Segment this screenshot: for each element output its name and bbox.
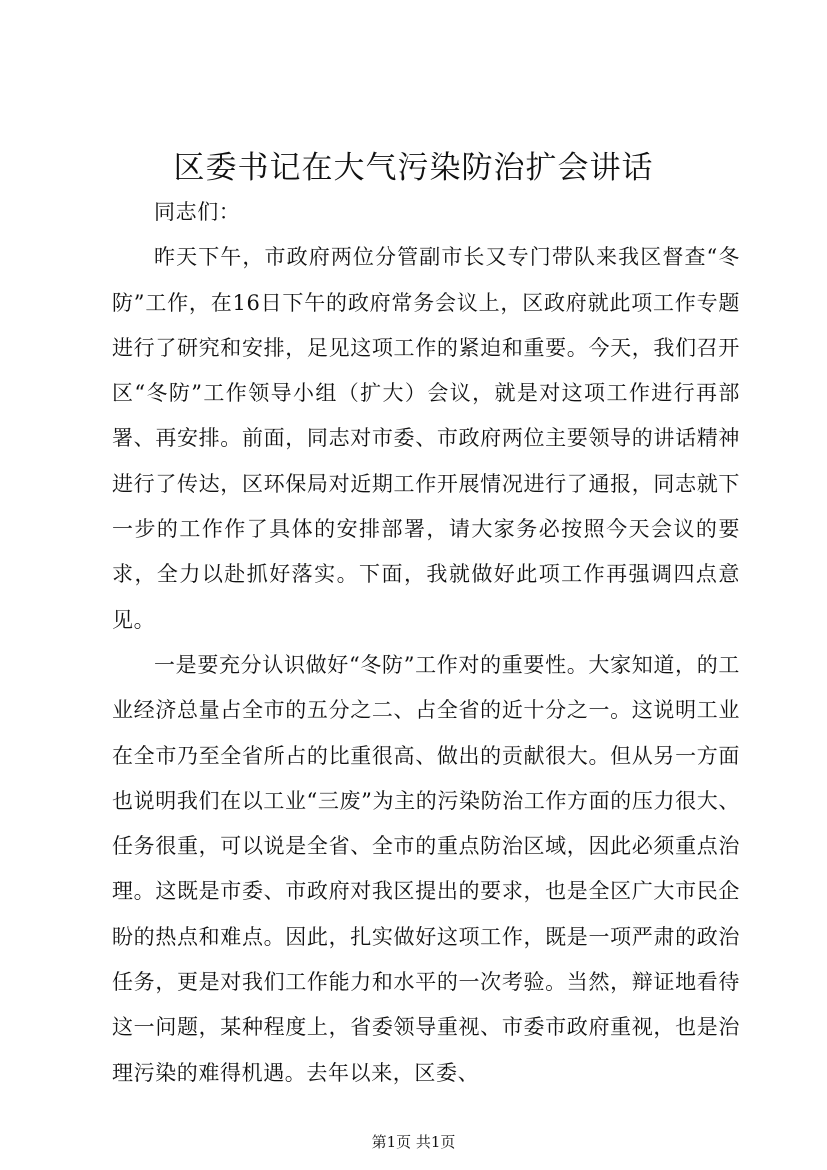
document-title: 区委书记在大气污染防治扩会讲话 bbox=[173, 150, 654, 186]
salutation: 同志们： bbox=[154, 200, 241, 224]
page-number-footer: 第1页 共1页 bbox=[371, 1133, 456, 1151]
paragraph-1: 昨天下午，市政府两位分管副市长又专门带队来我区督查“冬防”工作，在16日下午的政府常务会议上，区政府就此项工作专题进行了研究和安排，足见这项工作的紧迫和重要。今天，我们召开区“冬防”工作领导小组（扩大）会议，就是对这项工作进行再部署、再安排。前面，同志对市委、市政府两位主要领导的讲话精神进行了传达，区环保局对近期工作开展情况进行了通报，同志就下一步的工作作了具体的安排部署，请大家务必按照今天会议的要求，全力以赴抓好落实。下面，我就做好此项工作再强调四点意见。 bbox=[112, 245, 740, 632]
document-body bbox=[112, 190, 740, 1096]
paragraph-2: 一是要充分认识做好“冬防”工作对的重要性。大家知道，的工业经济总量占全市的五分之二、占全省的近十分之一。这说明工业在全市乃至全省所占的比重很高、做出的贡献很大。但从另一方面也说明我们在以工业“三废”为主的污染防治工作方面的压力很大、任务很重，可以说是全省、全市的重点防治区域，因此必须重点治理。这既是市委、市政府对我区提出的要求，也是全区广大市民企盼的热点和难点。因此，扎实做好这项工作，既是一项严肃的政治任务，更是对我们工作能力和水平的一次考验。当然，辩证地看待这一问题，某种程度上，省委领导重视、市委市政府重视，也是治理污染的难得机遇。去年以来，区委、 bbox=[112, 652, 740, 1085]
